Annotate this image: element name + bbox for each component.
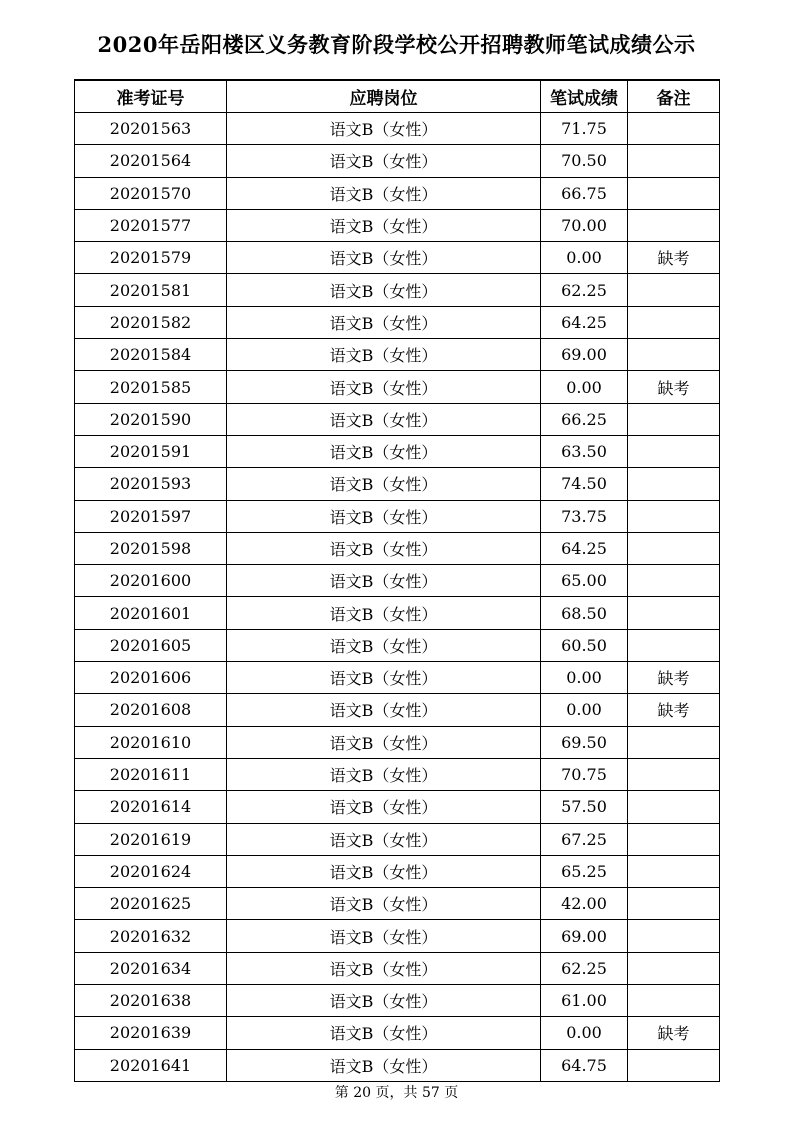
table-row (75, 274, 720, 306)
cell-score: 64.25 (541, 306, 628, 338)
cell-position: 语文B（女性） (227, 726, 541, 758)
cell-score: 61.00 (541, 985, 628, 1017)
cell-exam-id: 20201564 (75, 145, 227, 177)
cell-position: 语文B（女性） (227, 694, 541, 726)
cell-position: 语文B（女性） (227, 532, 541, 564)
cell-score: 70.75 (541, 758, 628, 790)
table-row (75, 403, 720, 435)
cell-position: 语文B（女性） (227, 339, 541, 371)
cell-score: 66.25 (541, 403, 628, 435)
cell-position: 语文B（女性） (227, 985, 541, 1017)
cell-exam-id: 20201611 (75, 758, 227, 790)
scores-table (74, 79, 720, 1082)
page-footer: 第 20 页，共 57 页 (334, 1085, 459, 1101)
cell-exam-id: 20201591 (75, 435, 227, 467)
table-row (75, 629, 720, 661)
cell-position: 语文B（女性） (227, 1049, 541, 1081)
cell-note (628, 855, 720, 887)
cell-exam-id: 20201608 (75, 694, 227, 726)
cell-position: 语文B（女性） (227, 403, 541, 435)
cell-note (628, 468, 720, 500)
table-row (75, 113, 720, 145)
cell-score: 74.50 (541, 468, 628, 500)
table-row (75, 694, 720, 726)
cell-note (628, 952, 720, 984)
cell-note (628, 758, 720, 790)
table-row (75, 823, 720, 855)
cell-note (628, 888, 720, 920)
cell-note (628, 823, 720, 855)
cell-exam-id: 20201624 (75, 855, 227, 887)
cell-position: 语文B（女性） (227, 435, 541, 467)
cell-position: 语文B（女性） (227, 145, 541, 177)
cell-note (628, 403, 720, 435)
table-row (75, 242, 720, 274)
table-row (75, 532, 720, 564)
table-row (75, 145, 720, 177)
table-row (75, 177, 720, 209)
table-row (75, 726, 720, 758)
cell-position: 语文B（女性） (227, 177, 541, 209)
table-row (75, 435, 720, 467)
cell-position: 语文B（女性） (227, 952, 541, 984)
cell-exam-id: 20201625 (75, 888, 227, 920)
cell-note (628, 532, 720, 564)
cell-exam-id: 20201638 (75, 985, 227, 1017)
cell-score: 0.00 (541, 371, 628, 403)
cell-score: 42.00 (541, 888, 628, 920)
cell-exam-id: 20201605 (75, 629, 227, 661)
page-title: 2020年岳阳楼区义务教育阶段学校公开招聘教师笔试成绩公示 (97, 32, 696, 57)
table-row (75, 920, 720, 952)
cell-note: 缺考 (628, 1017, 720, 1049)
cell-exam-id: 20201563 (75, 113, 227, 145)
cell-exam-id: 20201639 (75, 1017, 227, 1049)
cell-score: 69.50 (541, 726, 628, 758)
cell-note (628, 339, 720, 371)
header-score: 笔试成绩 (541, 80, 628, 113)
cell-score: 57.50 (541, 791, 628, 823)
cell-note (628, 306, 720, 338)
cell-position: 语文B（女性） (227, 823, 541, 855)
header-note: 备注 (628, 80, 720, 113)
cell-exam-id: 20201593 (75, 468, 227, 500)
cell-position: 语文B（女性） (227, 888, 541, 920)
cell-note (628, 629, 720, 661)
header-exam-id: 准考证号 (75, 80, 227, 113)
cell-exam-id: 20201579 (75, 242, 227, 274)
cell-score: 70.50 (541, 145, 628, 177)
cell-position: 语文B（女性） (227, 662, 541, 694)
cell-position: 语文B（女性） (227, 791, 541, 823)
table-row (75, 855, 720, 887)
cell-note: 缺考 (628, 242, 720, 274)
cell-exam-id: 20201570 (75, 177, 227, 209)
table-row (75, 565, 720, 597)
cell-score: 64.75 (541, 1049, 628, 1081)
cell-note (628, 726, 720, 758)
table-row (75, 339, 720, 371)
cell-position: 语文B（女性） (227, 597, 541, 629)
table-header-row (75, 80, 720, 113)
cell-exam-id: 20201582 (75, 306, 227, 338)
cell-exam-id: 20201598 (75, 532, 227, 564)
cell-score: 67.25 (541, 823, 628, 855)
cell-score: 0.00 (541, 694, 628, 726)
cell-note (628, 274, 720, 306)
cell-exam-id: 20201590 (75, 403, 227, 435)
table-row (75, 791, 720, 823)
table-body (75, 113, 720, 1082)
cell-score: 71.75 (541, 113, 628, 145)
cell-note: 缺考 (628, 662, 720, 694)
table-row (75, 371, 720, 403)
cell-exam-id: 20201585 (75, 371, 227, 403)
cell-score: 62.25 (541, 274, 628, 306)
cell-position: 语文B（女性） (227, 1017, 541, 1049)
cell-score: 0.00 (541, 242, 628, 274)
cell-position: 语文B（女性） (227, 855, 541, 887)
table-row (75, 306, 720, 338)
cell-score: 69.00 (541, 920, 628, 952)
cell-note (628, 177, 720, 209)
cell-score: 62.25 (541, 952, 628, 984)
cell-score: 60.50 (541, 629, 628, 661)
cell-position: 语文B（女性） (227, 758, 541, 790)
cell-exam-id: 20201614 (75, 791, 227, 823)
cell-position: 语文B（女性） (227, 629, 541, 661)
cell-exam-id: 20201577 (75, 209, 227, 241)
table-row (75, 500, 720, 532)
table-row (75, 209, 720, 241)
cell-position: 语文B（女性） (227, 209, 541, 241)
cell-position: 语文B（女性） (227, 274, 541, 306)
cell-score: 65.25 (541, 855, 628, 887)
cell-note (628, 791, 720, 823)
header-position: 应聘岗位 (227, 80, 541, 113)
cell-score: 65.00 (541, 565, 628, 597)
cell-score: 63.50 (541, 435, 628, 467)
cell-exam-id: 20201634 (75, 952, 227, 984)
cell-exam-id: 20201641 (75, 1049, 227, 1081)
cell-position: 语文B（女性） (227, 371, 541, 403)
cell-note (628, 565, 720, 597)
cell-position: 语文B（女性） (227, 468, 541, 500)
cell-note (628, 597, 720, 629)
cell-note (628, 145, 720, 177)
table-row (75, 758, 720, 790)
cell-score: 70.00 (541, 209, 628, 241)
cell-note (628, 1049, 720, 1081)
cell-exam-id: 20201601 (75, 597, 227, 629)
cell-position: 语文B（女性） (227, 306, 541, 338)
cell-position: 语文B（女性） (227, 920, 541, 952)
cell-note (628, 113, 720, 145)
cell-note (628, 985, 720, 1017)
table-row (75, 888, 720, 920)
cell-score: 69.00 (541, 339, 628, 371)
cell-note (628, 500, 720, 532)
cell-exam-id: 20201632 (75, 920, 227, 952)
table-row (75, 468, 720, 500)
cell-exam-id: 20201597 (75, 500, 227, 532)
cell-position: 语文B（女性） (227, 565, 541, 597)
cell-exam-id: 20201606 (75, 662, 227, 694)
cell-position: 语文B（女性） (227, 113, 541, 145)
table-row (75, 952, 720, 984)
cell-score: 66.75 (541, 177, 628, 209)
table-row (75, 662, 720, 694)
table-row (75, 1017, 720, 1049)
cell-note (628, 920, 720, 952)
table-row (75, 985, 720, 1017)
cell-score: 64.25 (541, 532, 628, 564)
cell-note (628, 209, 720, 241)
cell-exam-id: 20201600 (75, 565, 227, 597)
cell-exam-id: 20201581 (75, 274, 227, 306)
cell-score: 73.75 (541, 500, 628, 532)
cell-score: 0.00 (541, 1017, 628, 1049)
cell-position: 语文B（女性） (227, 500, 541, 532)
cell-position: 语文B（女性） (227, 242, 541, 274)
cell-score: 0.00 (541, 662, 628, 694)
table-row (75, 597, 720, 629)
cell-exam-id: 20201610 (75, 726, 227, 758)
cell-exam-id: 20201619 (75, 823, 227, 855)
cell-note: 缺考 (628, 371, 720, 403)
cell-note (628, 435, 720, 467)
table-row (75, 1049, 720, 1081)
cell-exam-id: 20201584 (75, 339, 227, 371)
cell-note: 缺考 (628, 694, 720, 726)
cell-score: 68.50 (541, 597, 628, 629)
